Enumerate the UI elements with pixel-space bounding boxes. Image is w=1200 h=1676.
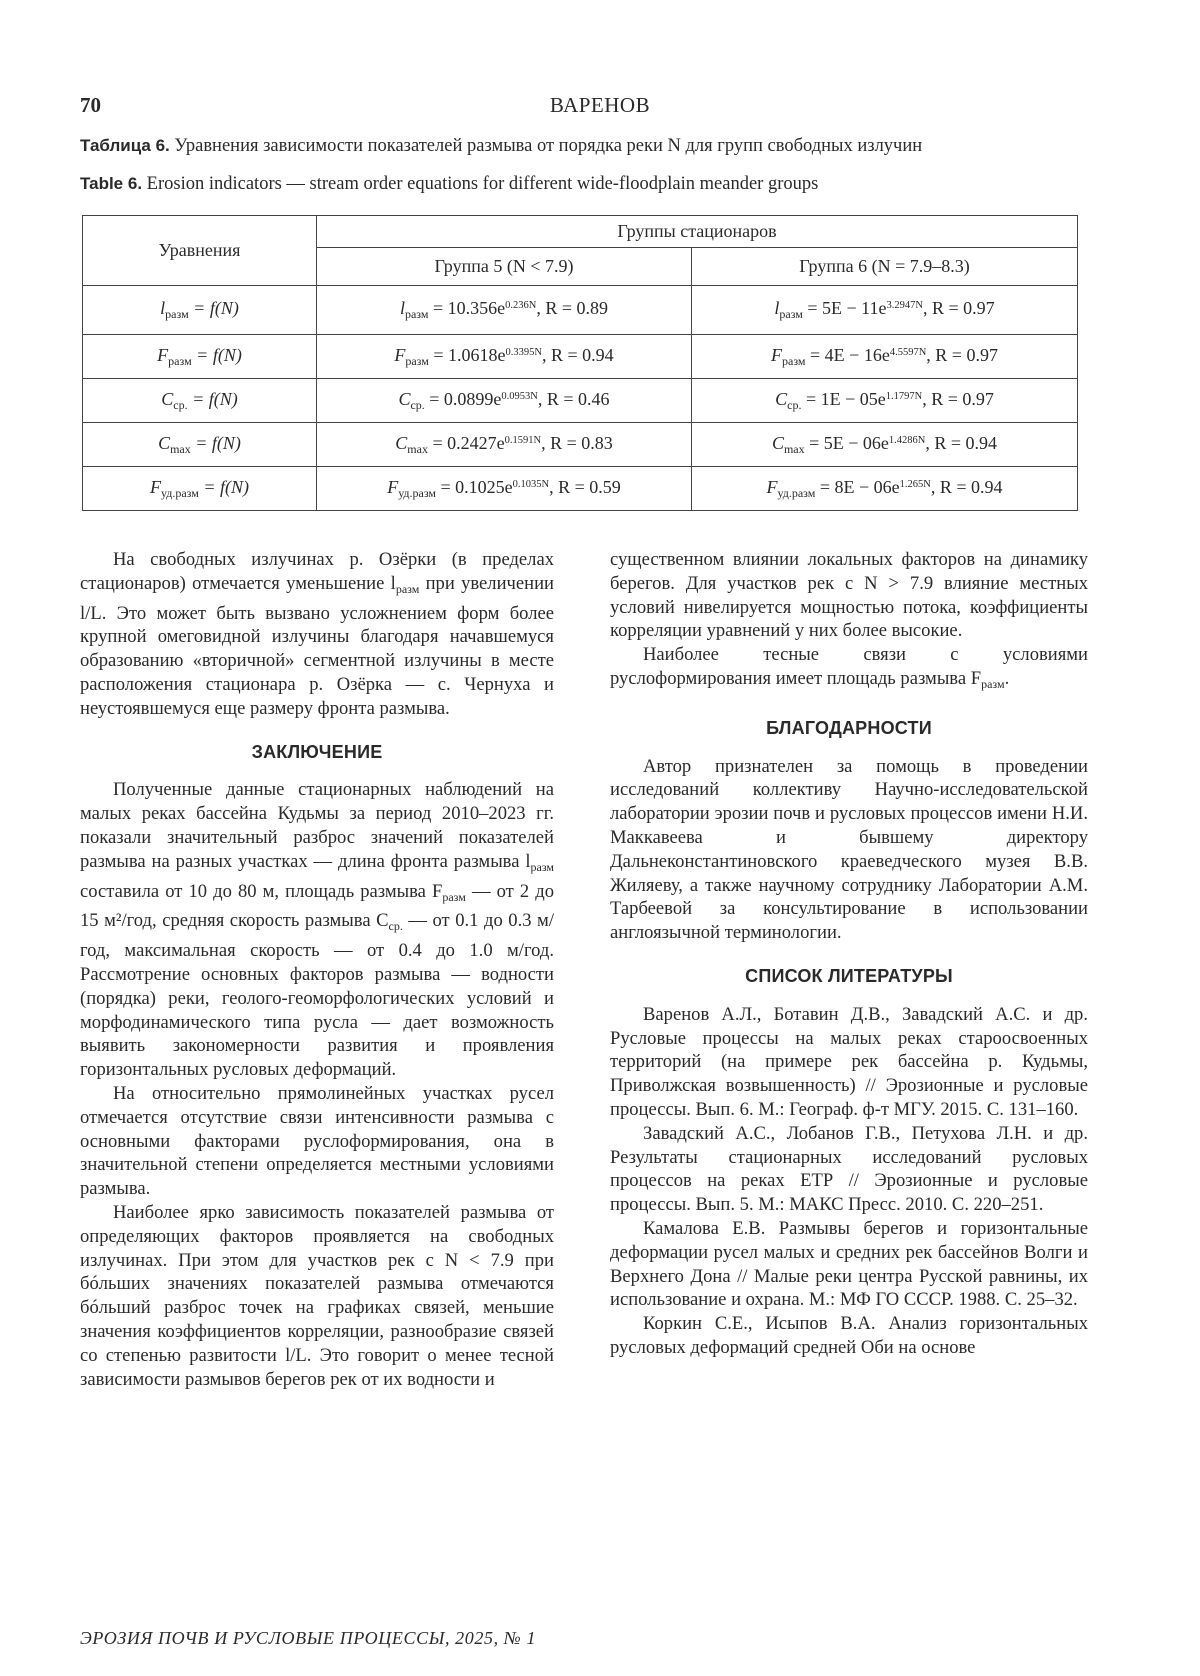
paragraph: Полученные данные стационарных наблюдений на малых реках бассейна Кудьмы за период 2010–2023 гг. показали значительный разброс значений показателей размыва на разных участках — длина фронта размыва $l_{разм}$ составила от 10 до 80 м, площадь размыва $F_{разм}$ — от 2 до 15 м²/год, средняя скорость размыва $C_{ср.}$ — от 0.1 до 0.3 м/год, максимальная скорость — от 0.4 до 1.0 м/год. Рассмотрение основных факторов размыва — водности (порядка) реки, геолого-геоморфологических условий и морфодинамического типа русла — дает возможность выявить закономерности развития и проявления горизонтальных русловых деформаций. <box>80 779 554 1081</box>
section-title-references: СПИСОК ЛИТЕРАТУРЫ <box>745 965 953 986</box>
table-caption-en <box>80 174 818 195</box>
table-row <box>83 335 1078 379</box>
reference-item: Завадский А.С., Лобанов Г.В., Петухова Л.Н. и др. Результаты стационарных исследований русловых процессов на реках ЕТР // Эрозионные и русловые процессы. Вып. 5. М.: МАКС Пресс. 2010. С. 220–251. <box>610 1122 1088 1216</box>
header-equations: Уравнения <box>83 216 317 286</box>
left-column <box>80 548 554 1391</box>
header-groups: Группы стационаров <box>317 216 1078 248</box>
running-head: ВАРЕНОВ <box>549 93 651 117</box>
group5-equation-cell: $C_{max} = 0.2427e^{0.1591N}$, R = 0.83 <box>317 423 692 467</box>
reference-item: Камалова Е.В. Размывы берегов и горизонтальные деформации русел малых и средних рек бассейнов Волги и Верхнего Дона // Малые реки центра Русской равнины, их использование и охрана. М.: МФ ГО СССР. 1988. С. 25–32. <box>610 1217 1088 1311</box>
paragraph: существенном влиянии локальных факторов на динамику берегов. Для участков рек с N > 7.9 влияние местных условий нивелируется мощностью потока, коэффициенты корреляции уравнений у них более высокие. <box>610 549 1088 642</box>
section-title-acknowledgements: БЛАГОДАРНОСТИ <box>766 717 932 738</box>
group5-equation-cell: $F_{уд.разм} = 0.1025e^{0.1035N}$, R = 0.59 <box>317 467 692 511</box>
reference-list <box>610 1003 1088 1360</box>
caption-ru-text: Уравнения зависимости показателей размыва от порядка реки N для групп свободных излучин <box>169 136 923 156</box>
caption-ru-label: Таблица 6. <box>80 136 170 155</box>
right-column <box>610 548 1088 1360</box>
journal-footer: ЭРОЗИЯ ПОЧВ И РУСЛОВЫЕ ПРОЦЕССЫ, 2025, № 1 <box>80 1628 537 1648</box>
equation-name-cell: $F_{уд.разм} = f(N)$ <box>83 467 317 511</box>
group6-equation-cell: $F_{уд.разм} = 8E - 06e^{1.265N}$, R = 0.94 <box>692 467 1078 511</box>
section-title-conclusion: ЗАКЛЮЧЕНИЕ <box>251 741 383 762</box>
paragraph: Наиболее ярко зависимость показателей размыва от определяющих факторов проявляется на свободных излучинах. При этом для участков рек с N < 7.9 при бóльших значениях показателей размыва отмечаются бóльший разброс точек на графиках связей, меньшие значения коэффициентов корреляции, разнообразие связей со степенью развитости l/L. Это говорит о менее тесной зависимости размывов берегов рек от их водности и <box>80 1201 554 1390</box>
paragraph: Наиболее тесные связи с условиями руслоформирования имеет площадь размыва $F_{разм}$. <box>610 644 1088 691</box>
table-row <box>83 379 1078 423</box>
group6-equation-cell: $C_{ср.} = 1E - 05e^{1.1797N}$, R = 0.97 <box>692 379 1078 423</box>
reference-item: Варенов А.Л., Ботавин Д.В., Завадский А.С. и др. Русловые процессы на малых реках староосвоенных территорий (на примере рек бассейна р. Кудьмы, Приволжская возвышенность) // Эрозионные и русловые процессы. Вып. 6. М.: Географ. ф-т МГУ. 2015. С. 131–160. <box>610 1003 1088 1120</box>
table-row <box>83 423 1078 467</box>
equation-name-cell: $C_{ср.} = f(N)$ <box>83 379 317 423</box>
table-body <box>83 286 1078 511</box>
equation-name-cell: $C_{max} = f(N)$ <box>83 423 317 467</box>
group6-equation-cell: $C_{max} = 5E - 06e^{1.4286N}$, R = 0.94 <box>692 423 1078 467</box>
group5-equation-cell: $l_{разм} = 10.356e^{0.236N}$, R = 0.89 <box>317 286 692 335</box>
paragraph: Автор признателен за помощь в проведении исследований коллективу Научно-исследовательской лаборатории эрозии почв и русловых процессов имени Н.И. Маккавеева и бывшему директору Дальнеконстантиновского краеведческого музея В.В. Жиляеву, а также научному сотруднику Лаборатории А.М. Тарбеевой за консультирование в использовании англоязычной терминологии. <box>610 755 1088 944</box>
paragraph: На свободных излучинах р. Озёрки (в пределах стационаров) отмечается уменьшение $l_{разм}$ при увеличении l/L. Это может быть вызвано усложнением форм более крупной омеговидной излучины благодаря начавшемуся образованию «вторичной» сегментной излучины в месте расположения стационара р. Озёрка — с. Чернуха и неустоявшемуся еще размеру фронта размыва. <box>80 549 554 719</box>
caption-en-text: Erosion indicators — stream order equations for different wide-floodplain meander groups <box>142 174 819 194</box>
equations-table <box>82 215 1078 511</box>
paragraph: На относительно прямолинейных участках русел отмечается отсутствие связи интенсивности размыва с основными факторами руслоформирования, она в значительной степени определяется местными условиями размыва. <box>80 1082 554 1200</box>
group5-equation-cell: $F_{разм} = 1.0618e^{0.3395N}$, R = 0.94 <box>317 335 692 379</box>
table-row <box>83 286 1078 335</box>
reference-item: Коркин С.Е., Исыпов В.А. Анализ горизонтальных русловых деформаций средней Оби на основе <box>610 1313 1088 1358</box>
table-row <box>83 467 1078 511</box>
page-number: 70 <box>80 93 101 117</box>
group6-equation-cell: $F_{разм} = 4E - 16e^{4.5597N}$, R = 0.97 <box>692 335 1078 379</box>
table-caption-ru <box>80 136 922 157</box>
group6-equation-cell: $l_{разм} = 5E - 11e^{3.2947N}$, R = 0.97 <box>692 286 1078 335</box>
header-group6: Группа 6 (N = 7.9–8.3) <box>692 248 1078 286</box>
header-group5: Группа 5 (N < 7.9) <box>317 248 692 286</box>
equation-name-cell: $F_{разм} = f(N)$ <box>83 335 317 379</box>
group5-equation-cell: $C_{ср.} = 0.0899e^{0.0953N}$, R = 0.46 <box>317 379 692 423</box>
equation-name-cell: $l_{разм} = f(N)$ <box>83 286 317 335</box>
caption-en-label: Table 6. <box>80 174 143 193</box>
